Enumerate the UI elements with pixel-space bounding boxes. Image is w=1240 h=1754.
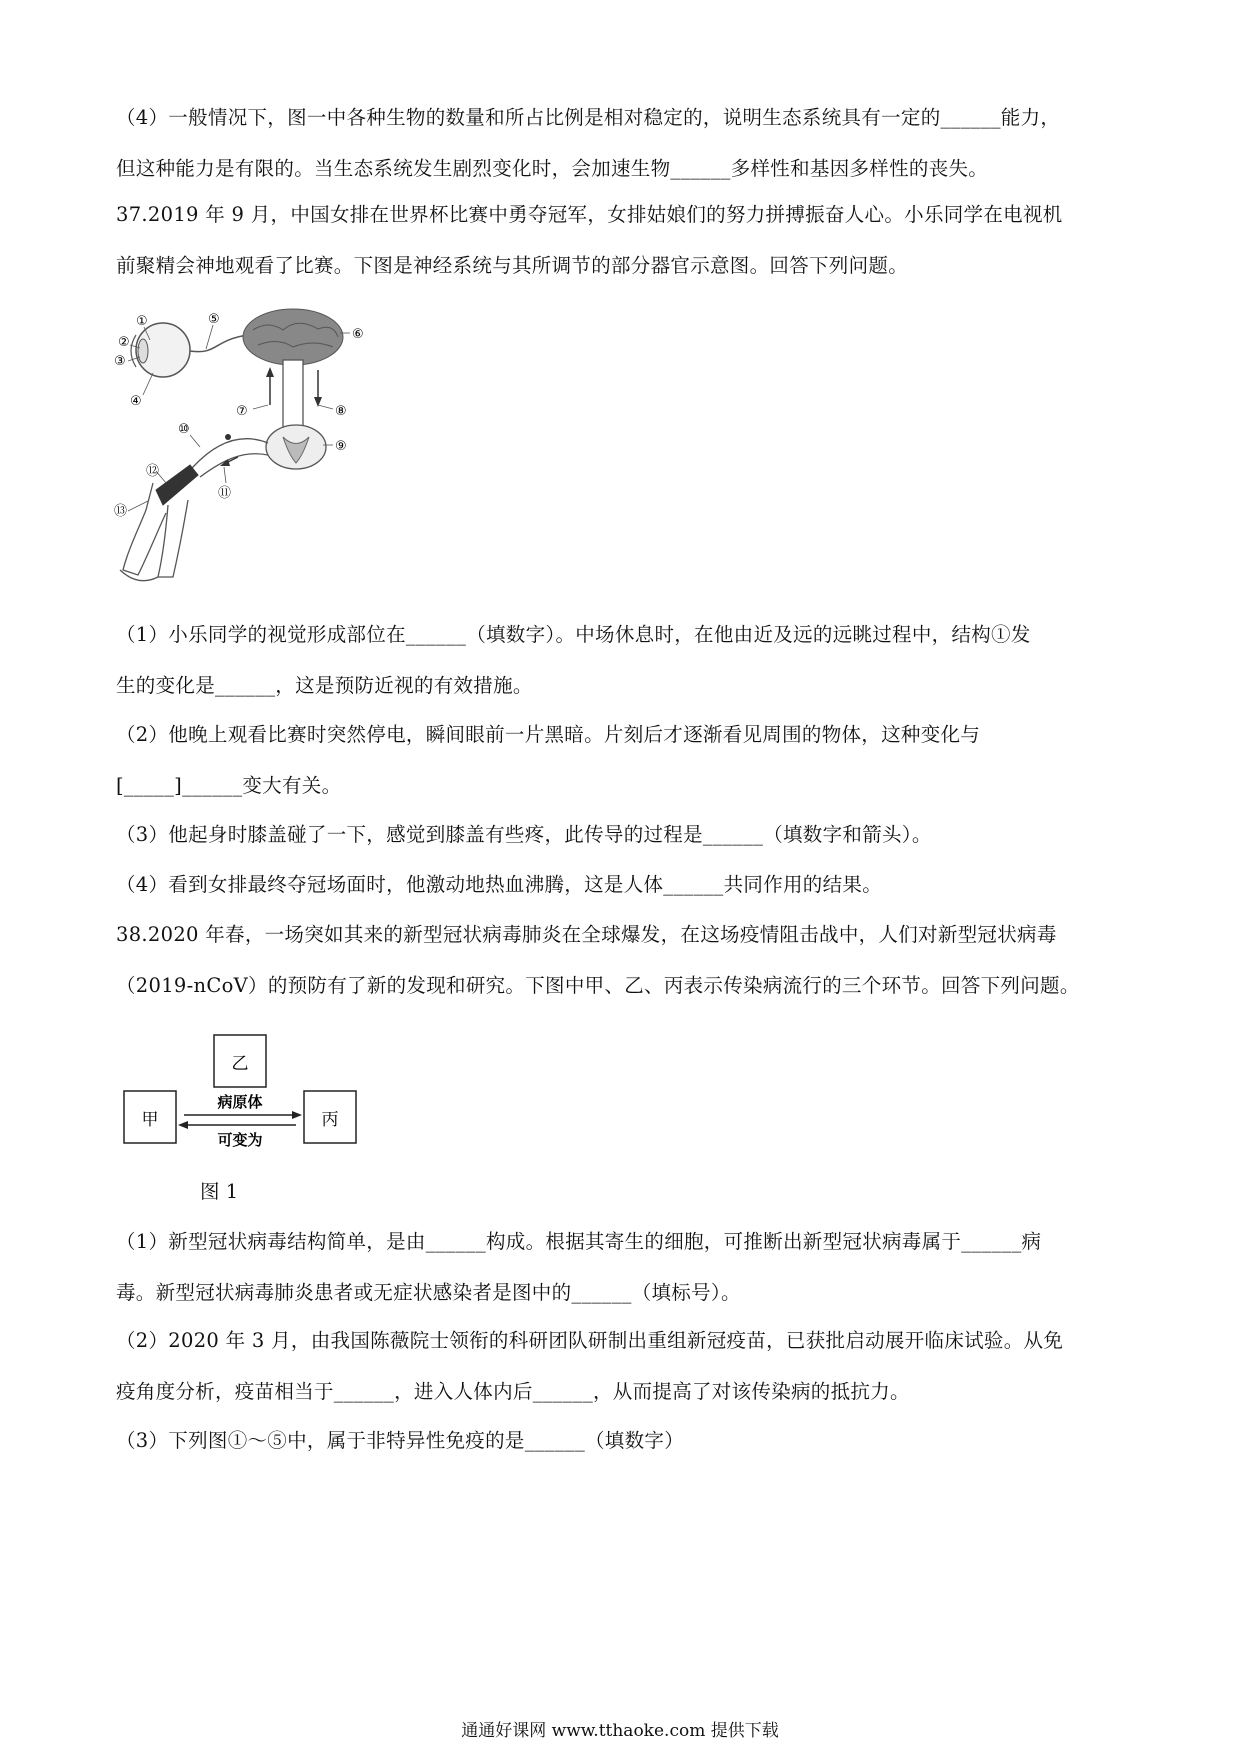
- page-footer: 通通好课网 www.tthaoke.com 提供下载: [461, 1721, 779, 1741]
- box-yi-label: 乙: [231, 1054, 249, 1074]
- brain-stem: [283, 360, 303, 428]
- label-7: ⑦: [236, 404, 248, 419]
- arrow-left: [178, 1121, 188, 1129]
- figure-caption: 图 1: [200, 1180, 239, 1203]
- text-line-17: （3）下列图①～⑤中，属于非特异性免疫的是______（填数字）: [116, 1429, 685, 1452]
- text-line-11: 38.2020 年春，一场突如其来的新型冠状病毒肺炎在全球爆发，在这场疫情阻击战中，人们对新型冠状病毒: [116, 923, 1057, 946]
- label-9: ⑨: [335, 439, 347, 454]
- text-line-2: 但这种能力是有限的。当生态系统发生剧烈变化时，会加速生物______多样性和基因多样性的丧失。: [116, 157, 989, 180]
- label-11: ⑪: [218, 486, 232, 501]
- text-line-7: （2）他晚上观看比赛时突然停电，瞬间眼前一片黑暗。片刻后才逐渐看见周围的物体，这种变化与: [116, 723, 981, 746]
- box-jia-label: 甲: [141, 1110, 159, 1130]
- arrow-top-label: 病原体: [217, 1093, 263, 1111]
- nervous-system-figure: [114, 312, 378, 593]
- text-line-5: （1）小乐同学的视觉形成部位在______（填数字）。中场休息时，在他由近及远的远眺过程中，结构①发: [116, 623, 1031, 646]
- epidemic-chain-figure: [122, 1033, 362, 1161]
- brain: [243, 309, 343, 365]
- text-line-9: （3）他起身时膝盖碰了一下，感觉到膝盖有些疼，此传导的过程是______（填数字和箭头）。: [116, 823, 932, 846]
- text-line-12: （2019-nCoV）的预防有了新的发现和研究。下图中甲、乙、丙表示传染病流行的三个环节。回答下列问题。: [116, 974, 1080, 997]
- label-10: ⑩: [178, 422, 190, 437]
- eye-lens: [138, 339, 148, 363]
- label-8: ⑧: [335, 404, 347, 419]
- label-4: ④: [130, 394, 142, 409]
- text-line-15: （2）2020 年 3 月，由我国陈薇院士领衔的科研团队研制出重组新冠疫苗，已获批启动展开临床试验。从免: [116, 1329, 1064, 1352]
- label-3: ③: [114, 354, 126, 369]
- text-line-13: （1）新型冠状病毒结构简单，是由______构成。根据其寄生的细胞，可推断出新型冠状病毒属于______病: [116, 1230, 1042, 1253]
- thigh-muscle: [156, 465, 198, 505]
- label-12: ⑫: [146, 464, 160, 479]
- arrow-right: [292, 1111, 302, 1119]
- text-line-6: 生的变化是______，这是预防近视的有效措施。: [116, 674, 533, 697]
- label-6: ⑥: [352, 327, 364, 342]
- optic-nerve: [190, 335, 248, 352]
- text-line-10: （4）看到女排最终夺冠场面时，他激动地热血沸腾，这是人体______共同作用的结果。: [116, 873, 883, 896]
- label-1: ①: [136, 314, 148, 329]
- text-line-16: 疫角度分析，疫苗相当于______，进入人体内后______，从而提高了对该传染病的抵抗力。: [116, 1380, 910, 1403]
- text-line-8: [_____]______变大有关。: [116, 774, 342, 797]
- label-13: ⑬: [114, 504, 128, 519]
- text-line-3: 37.2019 年 9 月，中国女排在世界杯比赛中勇夺冠军，女排姑娘们的努力拼搏振奋人心。小乐同学在电视机: [116, 203, 1063, 226]
- text-line-1: （4）一般情况下，图一中各种生物的数量和所占比例是相对稳定的，说明生态系统具有一定的______能力，: [116, 106, 1061, 129]
- text-line-14: 毒。新型冠状病毒肺炎患者或无症状感染者是图中的______（填标号）。: [116, 1281, 741, 1304]
- label-5: ⑤: [208, 312, 220, 327]
- arrow-bottom-label: 可变为: [217, 1131, 263, 1149]
- text-line-4: 前聚精会神地观看了比赛。下图是神经系统与其所调节的部分器官示意图。回答下列问题。: [116, 254, 909, 277]
- box-bing-label: 丙: [321, 1110, 339, 1130]
- leg-outline: [123, 483, 188, 577]
- label-2: ②: [118, 335, 130, 350]
- cornea: [131, 335, 136, 367]
